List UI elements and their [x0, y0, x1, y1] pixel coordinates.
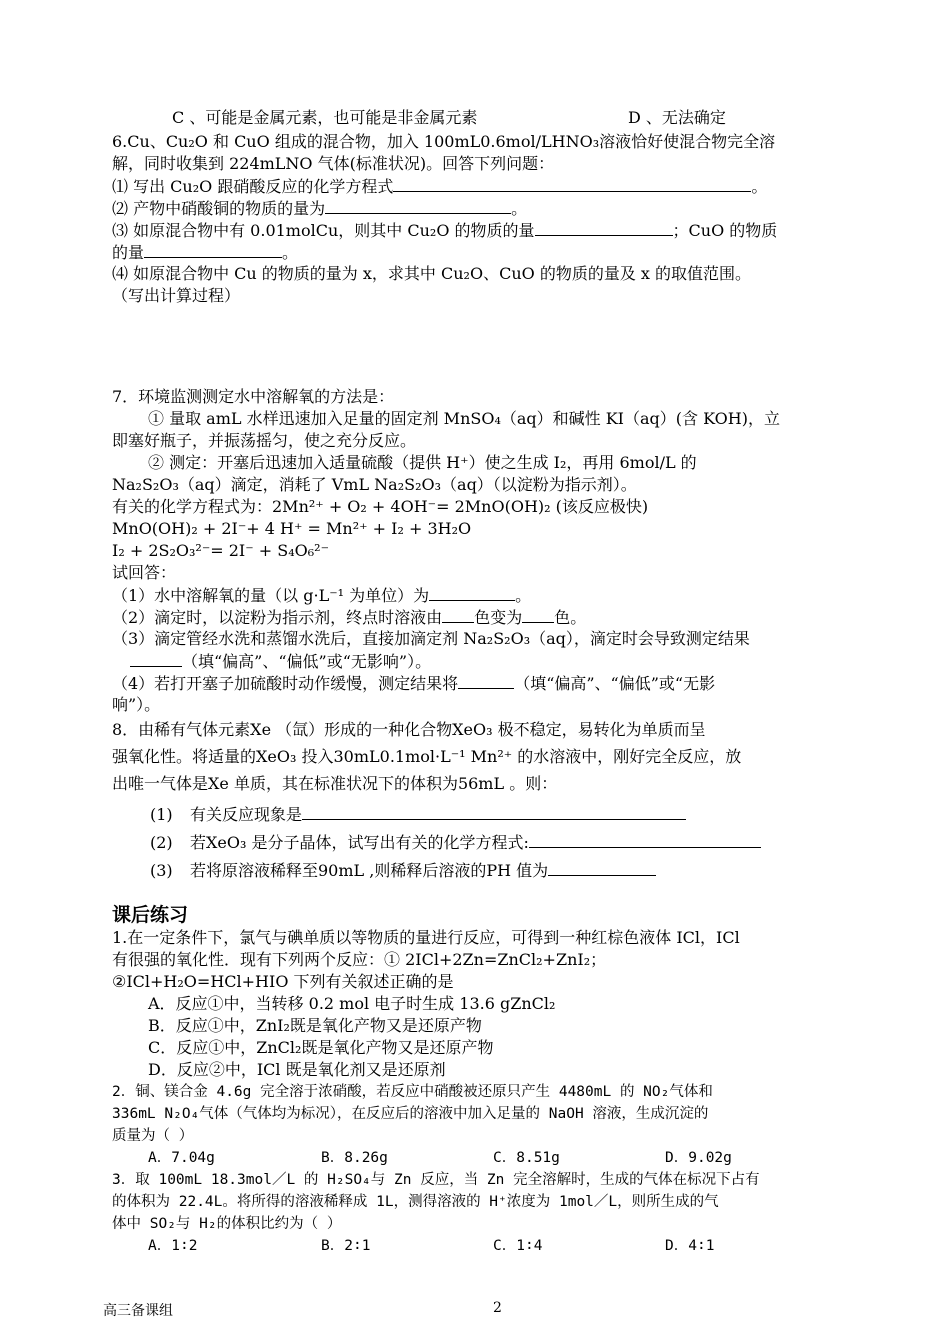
hw1-stem-line2: 有很强的氧化性．现有下列两个反应：① 2ICl+2Zn=ZnCl₂+ZnI₂； [112, 950, 607, 969]
section-title: 课后练习 [112, 904, 189, 926]
hw3-stem-line1: 3．取 100mL 18.3mol／L 的 H₂SO₄与 Zn 反应，当 Zn 完全溶解时，生成的气体在标况下占有 [112, 1172, 760, 1188]
answer-blank[interactable] [548, 859, 656, 876]
hw3-option-c[interactable]: C．1∶4 [493, 1238, 543, 1254]
q8-sub1-number: (1) [150, 805, 173, 824]
q7-step1-cont: 即塞好瓶子，并振荡摇匀，使之充分反应。 [112, 431, 417, 450]
q6-sub1-text: ⑴ 写出 Cu₂O 跟硝酸反应的化学方程式 [112, 177, 394, 196]
q5-option-d: D 、无法确定 [628, 108, 726, 127]
hw1-stem-line3: ②ICl+H₂O=HCl+HIO 下列有关叙述正确的是 [112, 972, 454, 991]
q6-stem-line1: 6.Cu、Cu₂O 和 CuO 组成的混合物，加入 100mL0.6mol/LHNO₃溶液恰好使混合物完全溶 [112, 132, 776, 151]
hw3-option-a[interactable]: A．1∶2 [148, 1238, 198, 1254]
q7-equation-3: I₂ + 2S₂O₃²⁻= 2I⁻ + S₄O₆²⁻ [112, 541, 330, 560]
q8-sub1 [150, 803, 686, 826]
q8-sub2 [150, 831, 761, 854]
hw2-stem-line1: 2．铜、镁合金 4.6g 完全溶于浓硝酸，若反应中硝酸被还原只产生 4480mL 的 NO₂气体和 [112, 1084, 713, 1100]
q8-sub3-number: (3) [150, 861, 173, 880]
hw1-stem-line1: 1.在一定条件下，氯气与碘单质以等物质的量进行反应，可得到一种红棕色液体 ICl，ICl [112, 928, 740, 947]
answer-blank[interactable] [393, 175, 751, 192]
q7-answer-3-cont [130, 650, 431, 673]
footer-label: 高三备课组 [103, 1303, 173, 1319]
q8-sub2-number: (2) [150, 833, 173, 852]
page-number: 2 [493, 1300, 502, 1316]
q7-answer-1-text: （1）水中溶解氧的量（以 g·L⁻¹ 为单位）为 [112, 586, 430, 605]
hw2-option-d[interactable]: D．9.02g [665, 1150, 732, 1166]
q7-equation-2: MnO(OH)₂ + 2I⁻+ 4 H⁺ = Mn²⁺ + I₂ + 3H₂O [112, 519, 472, 538]
hw3-stem-line2: 的体积为 22.4L。将所得的溶液稀释成 1L，测得溶液的 H⁺浓度为 1mol／L，则所生成的气 [112, 1194, 719, 1210]
q7-answer-4-text-a: （4）若打开塞子加硫酸时动作缓慢，测定结果将 [112, 674, 459, 693]
q8-stem-line2: 强氧化性。将适量的XeO₃ 投入30mL0.1mol·L⁻¹ Mn²⁺ 的水溶液中，刚好完全反应，放 [112, 747, 742, 766]
q7-prompt: 试回答： [112, 563, 177, 582]
q8-stem-line1: 8．由稀有气体元素Xe （氙）形成的一种化合物XeO₃ 极不稳定，易转化为单质而呈 [112, 720, 706, 739]
q6-sub2-text: ⑵ 产物中硝酸铜的物质的量为 [112, 199, 326, 218]
answer-blank[interactable] [529, 831, 761, 848]
hw2-option-b[interactable]: B．8.26g [321, 1150, 388, 1166]
q7-answer-4-cont: 响”）。 [112, 695, 161, 714]
q8-sub3 [150, 859, 656, 882]
q7-answer-3-text-b: （填“偏高”、“偏低”或“无影响”）。 [182, 652, 432, 671]
q7-step2: ② 测定：开塞后迅速加入适量硫酸（提供 H⁺）使之生成 I₂，再用 6mol/L 的 [148, 453, 697, 472]
q7-answer-1: （1）水中溶解氧的量（以 g·L⁻¹ 为单位）为 。 [112, 586, 532, 605]
answer-blank[interactable] [442, 606, 474, 623]
hw3-option-b[interactable]: B．2∶1 [321, 1238, 371, 1254]
q8-sub1-text: 有关反应现象是 [190, 805, 303, 824]
q7-answer-2 [112, 606, 586, 629]
answer-blank[interactable] [522, 606, 554, 623]
q6-sub3-text-b: ；CuO 的物质 [672, 221, 778, 240]
answer-blank[interactable] [535, 219, 673, 236]
answer-blank[interactable] [458, 672, 514, 689]
answer-blank[interactable] [144, 241, 282, 258]
hw2-stem-line2: 336mL N₂O₄气体（气体均为标况），在反应后的溶液中加入足量的 NaOH 溶液，生成沉淀的 [112, 1106, 709, 1122]
q8-sub2-text: 若XeO₃ 是分子晶体，试写出有关的化学方程式: [190, 833, 529, 852]
q7-answer-4-text-b: （填“偏高”、“偏低”或“无影 [514, 674, 716, 693]
q7-answer-4 [112, 672, 715, 695]
hw3-stem-line3: 体中 SO₂与 H₂的体积比约为（ ） [112, 1216, 342, 1232]
q7-title: 7．环境监测测定水中溶解氧的方法是： [112, 387, 395, 406]
q6-sub3 [112, 219, 777, 242]
q7-answer-2-text-c: 色。 [554, 608, 587, 627]
answer-blank[interactable] [302, 803, 686, 820]
q6-sub3-text-c: 的量 [112, 243, 145, 262]
q7-answer-3: （3）滴定管经水洗和蒸馏水洗后，直接加滴定剂 Na₂S₂O₃（aq），滴定时会导致测定结果 [112, 629, 750, 648]
q7-equation-1: 有关的化学方程式为：2Mn²⁺ + O₂ + 4OH⁻= 2MnO(OH)₂ (该反应极快) [112, 497, 649, 516]
q8-stem-line3: 出唯一气体是Xe 单质，其在标准状况下的体积为56mL 。则： [112, 774, 558, 793]
q6-sub4-cont: （写出计算过程） [112, 286, 241, 305]
hw1-option-d[interactable]: D．反应②中，ICl 既是氧化剂又是还原剂 [148, 1060, 446, 1079]
q7-step2-cont: Na₂S₂O₃（aq）滴定，消耗了 VmL Na₂S₂O₃（aq）（以淀粉为指示剂）。 [112, 475, 637, 494]
hw1-option-b[interactable]: B．反应①中，ZnI₂既是氧化产物又是还原产物 [148, 1016, 482, 1035]
q6-sub3-cont: 的量 。 [112, 243, 299, 262]
q5-option-c: C 、可能是金属元素，也可能是非金属元素 [172, 108, 478, 127]
answer-blank[interactable] [429, 584, 515, 601]
q6-sub4: ⑷ 如原混合物中 Cu 的物质的量为 x，求其中 Cu₂O、CuO 的物质的量及 x 的取值范围。 [112, 264, 752, 283]
q8-sub3-text: 若将原溶液稀释至90mL ,则稀释后溶液的PH 值为 [190, 861, 549, 880]
q6-sub1: ⑴ 写出 Cu₂O 跟硝酸反应的化学方程式 。 [112, 177, 768, 196]
q7-step1: ① 量取 amL 水样迅速加入足量的固定剂 MnSO₄（aq）和碱性 KI（aq）(含 KOH)，立 [148, 409, 780, 428]
hw1-option-a[interactable]: A．反应①中，当转移 0.2 mol 电子时生成 13.6 gZnCl₂ [148, 994, 556, 1013]
hw2-option-a[interactable]: A．7.04g [148, 1150, 215, 1166]
q7-answer-2-text-b: 色变为 [474, 608, 523, 627]
q6-sub2: ⑵ 产物中硝酸铜的物质的量为 。 [112, 199, 528, 218]
q6-stem-line2: 解，同时收集到 224mLNO 气体(标准状况)。回答下列问题： [112, 154, 555, 173]
hw1-option-c[interactable]: C．反应①中，ZnCl₂既是氧化产物又是还原产物 [148, 1038, 494, 1057]
answer-blank[interactable] [325, 197, 511, 214]
q7-answer-2-text-a: （2）滴定时，以淀粉为指示剂，终点时溶液由 [112, 608, 443, 627]
q6-sub3-text: ⑶ 如原混合物中有 0.01molCu，则其中 Cu₂O 的物质的量 [112, 221, 535, 240]
hw2-stem-line3: 质量为（ ） [112, 1128, 194, 1144]
hw3-option-d[interactable]: D．4∶1 [665, 1238, 715, 1254]
answer-blank[interactable] [130, 650, 182, 667]
hw2-option-c[interactable]: C．8.51g [493, 1150, 560, 1166]
